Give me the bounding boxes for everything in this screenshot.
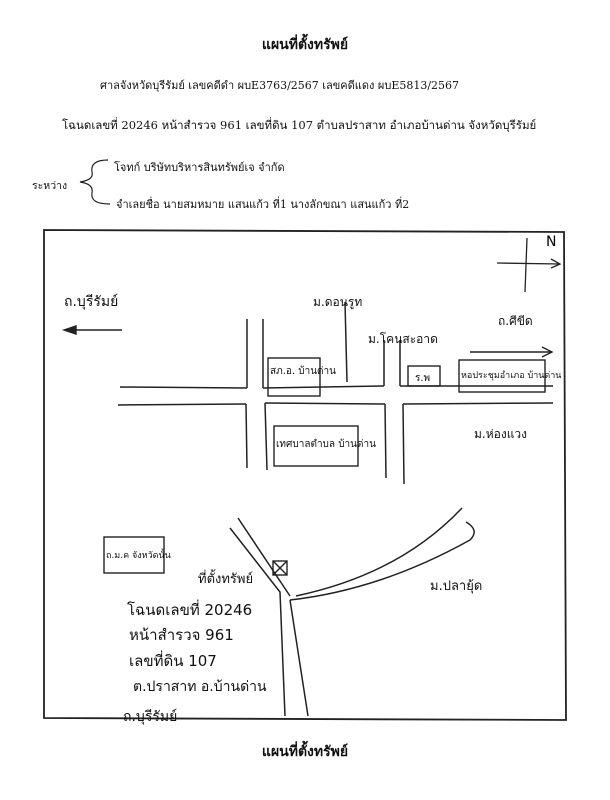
deed-info-line: โฉนดเลขที่ 20246 หน้าสำรวจ 961 เลขที่ดิน 107 ตำบลปราสาท อำเภอบ้านด่าน จังหวัดบุรีรัมย์ [62, 118, 537, 132]
label-to-buriram-top: ถ.บุรีรัมย์ [64, 294, 119, 310]
label-municipality: เทศบาลตำบล บ้านด่าน [276, 439, 376, 450]
police-station-box [268, 358, 320, 396]
note-location: ต.ปราสาท อ.บ้านด่าน [133, 679, 267, 695]
road-right-down [385, 404, 404, 484]
side-road-left [247, 319, 263, 388]
label-village-top: ม.ดอนรูท [313, 295, 363, 309]
note-survey-page: หน้าสำรวจ 961 [129, 626, 234, 644]
defendant-line: จำเลยชื่อ นายสมหมาย แสนแก้ว ที่1 นางลักขณา แสนแก้ว ที่2 [116, 198, 410, 211]
plaintiff-line: โจทก์ บริษัทบริหารสินทรัพย์เจ จำกัด [114, 161, 285, 174]
label-village-bottom-right: ม.ปลายุ้ด [430, 579, 483, 594]
court-case-line: ศาลจังหวัดบุรีรัมย์ เลขคดีดำ ผบE3763/2567 เลขคดีแดง ผบE5813/2567 [100, 79, 460, 92]
main-road-top-edge [120, 386, 553, 388]
label-district-office: หอประชุมอำเภอ บ้านด่าน [461, 371, 562, 381]
label-to-right: ถ.ศีขีด [498, 314, 533, 328]
label-health-center: ร.พ [415, 373, 431, 384]
north-label: N [546, 234, 557, 250]
page-title: แผนที่ตั้งทรัพย์ [261, 37, 349, 53]
property-cross [273, 561, 287, 575]
arrow-right-icon [470, 347, 552, 357]
arrow-left-icon [64, 326, 122, 334]
label-village-right-top: ม.โคนสะอาด [368, 332, 438, 346]
label-police-station: สภ.อ. บ้านด่าน [270, 366, 336, 377]
side-road-up [384, 340, 400, 386]
page-title-bottom: แผนที่ตั้งทรัพย์ [261, 744, 349, 760]
label-landmark-left: ถ.ม.ค จังหวัดนั้น [106, 551, 171, 561]
label-village-right: ม.ห่องแวง [474, 427, 528, 441]
north-arrow-icon [497, 238, 560, 292]
note-deed-number: โฉนดเลขที่ 20246 [127, 601, 253, 619]
main-road-bottom-edge [118, 403, 553, 405]
note-land-number: เลขที่ดิน 107 [129, 652, 217, 670]
north-road-line [345, 302, 347, 382]
brace-mark [80, 160, 110, 204]
map-frame [44, 230, 566, 720]
road-left-down [246, 403, 267, 470]
label-property: ที่ตั้งทรัพย์ [198, 572, 254, 587]
note-province: ถ.บุรีรัมย์ [123, 709, 178, 725]
between-label: ระหว่าง [32, 180, 68, 192]
